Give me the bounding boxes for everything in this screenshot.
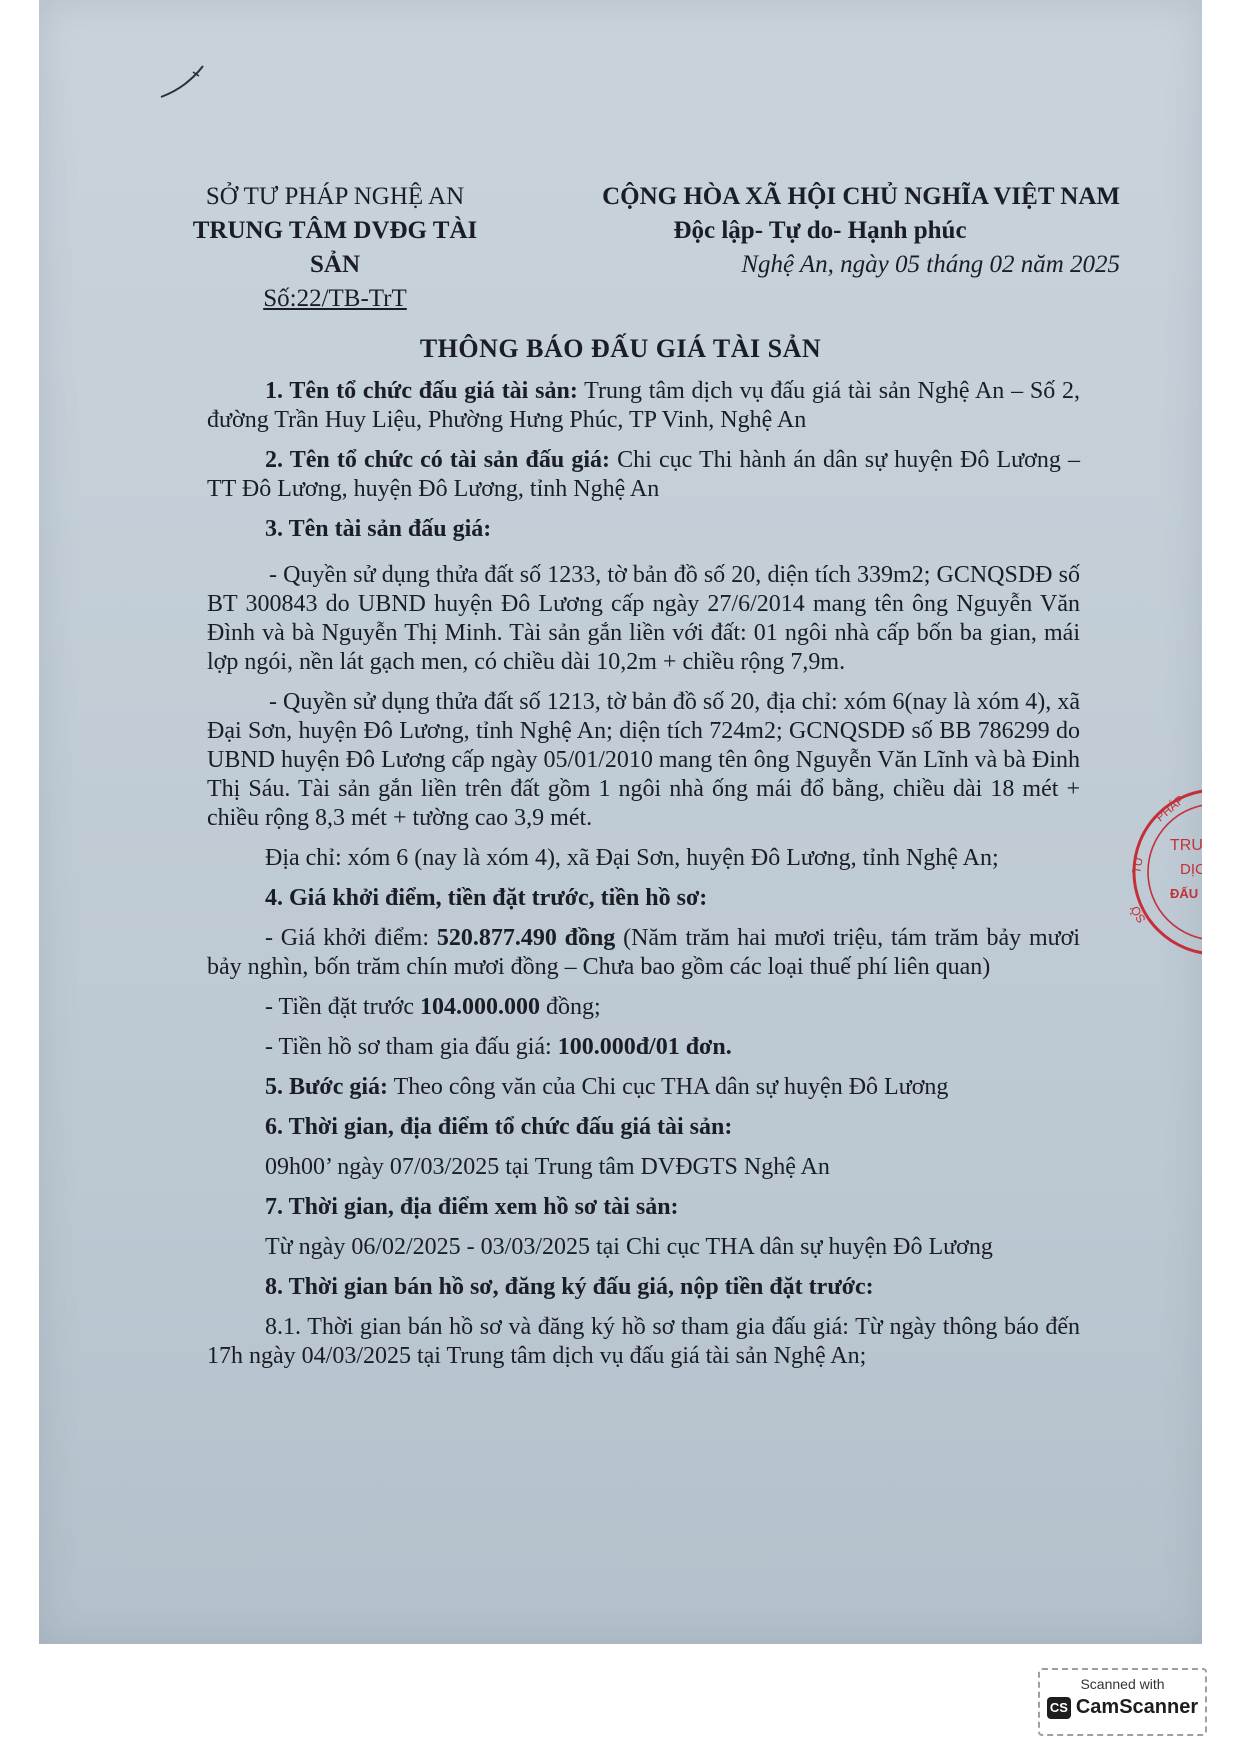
- section-4-heading: [207, 884, 1080, 913]
- section-5-text: Theo công văn của Chi cục THA dân sự huyện Đô Lương: [388, 1074, 949, 1100]
- watermark-brand-row: [1040, 1696, 1205, 1719]
- section-3-heading: [207, 515, 1080, 544]
- org-name: TRUNG TÂM DVĐG TÀI SẢN: [192, 217, 478, 278]
- seal-text-1: TRUN: [1170, 837, 1215, 854]
- section-2-text: Chi cục Thi hành án dân sự huyện Đô Lương – TT Đô Lương, huyện Đô Lương, tỉnh Nghệ An: [207, 447, 1080, 502]
- watermark-caption: Scanned with: [1080, 1676, 1165, 1692]
- pen-mark-icon: [159, 62, 209, 102]
- seal-text-left-2: SỞ: [1127, 902, 1149, 926]
- deposit-prefix: - Tiền đặt trước: [265, 994, 421, 1020]
- section-3-label: 3. Tên tài sản đấu giá:: [265, 516, 492, 542]
- place-date: Nghệ An, ngày 05 tháng 02 năm 2025: [741, 251, 1120, 278]
- section-8-label: 8. Thời gian bán hồ sơ, đăng ký đấu giá, nộp tiền đặt trước:: [265, 1274, 874, 1300]
- section-5-label: 5. Bước giá:: [265, 1074, 389, 1100]
- starting-price-text: (Năm trăm hai mươi triệu, tám trăm bảy mươi bảy nghìn, bốn trăm chín mươi đồng – Chưa bao gồm các loại thuế phí liên quan): [207, 925, 1080, 980]
- national-block: [520, 180, 1120, 282]
- section-8-1-text: 8.1. Thời gian bán hồ sơ và đăng ký hồ sơ tham gia đấu giá: Từ ngày thông báo đến 17h ngày 04/03/2025 tại Trung tâm dịch vụ đấu giá tài sản Nghệ An;: [207, 1314, 1080, 1369]
- asset-item-1: - Quyền sử dụng thửa đất số 1233, tờ bản đồ số 20, diện tích 339m2; GCNQSDĐ số BT 300843 do UBND huyện Đô Lương cấp ngày 27/6/2014 mang tên ông Nguyễn Văn Đình và bà Nguyễn Thị Minh. Tài sản gắn liền với đất: 01 ngôi nhà cấp bốn ba gian, mái lợp ngói, nền lát gạch men, có chiều dài 10,2m + chiều rộng 7,9m.: [207, 562, 1080, 675]
- section-8-heading: [207, 1273, 1080, 1302]
- red-seal-icon: [1120, 782, 1225, 962]
- starting-price: [207, 924, 1080, 982]
- asset-address: Địa chỉ: xóm 6 (nay là xóm 4), xã Đại Sơn, huyện Đô Lương, tỉnh Nghệ An;: [265, 845, 999, 871]
- section-2: [207, 446, 1080, 504]
- camscanner-logo-icon: CS: [1047, 1697, 1071, 1719]
- watermark-brand: CamScanner: [1075, 1696, 1199, 1718]
- camscanner-watermark: [1038, 1668, 1207, 1736]
- dossier-fee-prefix: - Tiền hồ sơ tham gia đấu giá:: [265, 1034, 558, 1060]
- org-parent: SỞ TƯ PHÁP NGHỆ AN: [205, 183, 465, 210]
- doc-number: Số:22/TB-TrT: [263, 285, 407, 312]
- section-5: [207, 1073, 1080, 1102]
- asset-item-2: - Quyền sử dụng thửa đất số 1213, tờ bản đồ số 20, địa chỉ: xóm 6(nay là xóm 4), xã Đại Sơn, huyện Đô Lương, tỉnh Nghệ An; diện tích 724m2; GCNQSDĐ số BB 786299 do UBND huyện Đô Lương cấp ngày 05/01/2010 mang tên ông Nguyễn Văn Lĩnh và bà Đinh Thị Sáu. Tài sản gắn liền trên đất gồm 1 ngôi nhà ống mái đổ bằng, chiều dài 18 mét + chiều rộng 8,3 mét + tường cao 3,9 mét.: [207, 689, 1080, 831]
- deposit-suffix: đồng;: [540, 994, 601, 1020]
- scanned-page: [39, 0, 1225, 1644]
- section-6-heading: [207, 1113, 1080, 1142]
- section-6-label: 6. Thời gian, địa điểm tổ chức đấu giá tài sản:: [265, 1114, 733, 1140]
- seal-text-2: DỊC: [1180, 861, 1206, 878]
- section-6-text: 09h00’ ngày 07/03/2025 tại Trung tâm DVĐGTS Nghệ An: [265, 1154, 830, 1180]
- dossier-fee-value: 100.000đ/01 đơn.: [557, 1034, 732, 1060]
- issuer-block: [170, 180, 500, 316]
- starting-price-prefix: - Giá khởi điểm:: [265, 925, 437, 951]
- deposit: [207, 993, 1080, 1022]
- section-7-label: 7. Thời gian, địa điểm xem hồ sơ tài sản:: [265, 1194, 679, 1220]
- national-title: CỘNG HÒA XÃ HỘI CHỦ NGHĨA VIỆT NAM: [602, 183, 1120, 210]
- section-1-label: 1. Tên tổ chức đấu giá tài sản:: [265, 378, 578, 404]
- section-4-label: 4. Giá khởi điểm, tiền đặt trước, tiền hồ sơ:: [265, 885, 708, 911]
- section-1-text: Trung tâm dịch vụ đấu giá tài sản Nghệ An – Số 2, đường Trần Huy Liệu, Phường Hưng Phúc, TP Vinh, Nghệ An: [207, 378, 1081, 433]
- dossier-fee: [207, 1033, 1080, 1062]
- section-2-label: 2. Tên tổ chức có tài sản đấu giá:: [265, 447, 611, 473]
- section-1: [207, 377, 1080, 435]
- motto: Độc lập- Tự do- Hạnh phúc: [673, 217, 967, 244]
- section-7-heading: [207, 1193, 1080, 1222]
- seal-text-left: TƯ: [1129, 854, 1147, 875]
- document-title: THÔNG BÁO ĐẤU GIÁ TÀI SẢN: [419, 334, 822, 363]
- seal-text-top: PHÁP: [1152, 792, 1187, 825]
- document-body: [207, 377, 1080, 1371]
- deposit-value: 104.000.000: [420, 994, 541, 1020]
- starting-price-value: 520.877.490 đồng: [436, 925, 616, 951]
- section-7-text: Từ ngày 06/02/2025 - 03/03/2025 tại Chi cục THA dân sự huyện Đô Lương: [265, 1234, 993, 1260]
- seal-text-3: ĐẤU GIÁ: [1170, 886, 1225, 901]
